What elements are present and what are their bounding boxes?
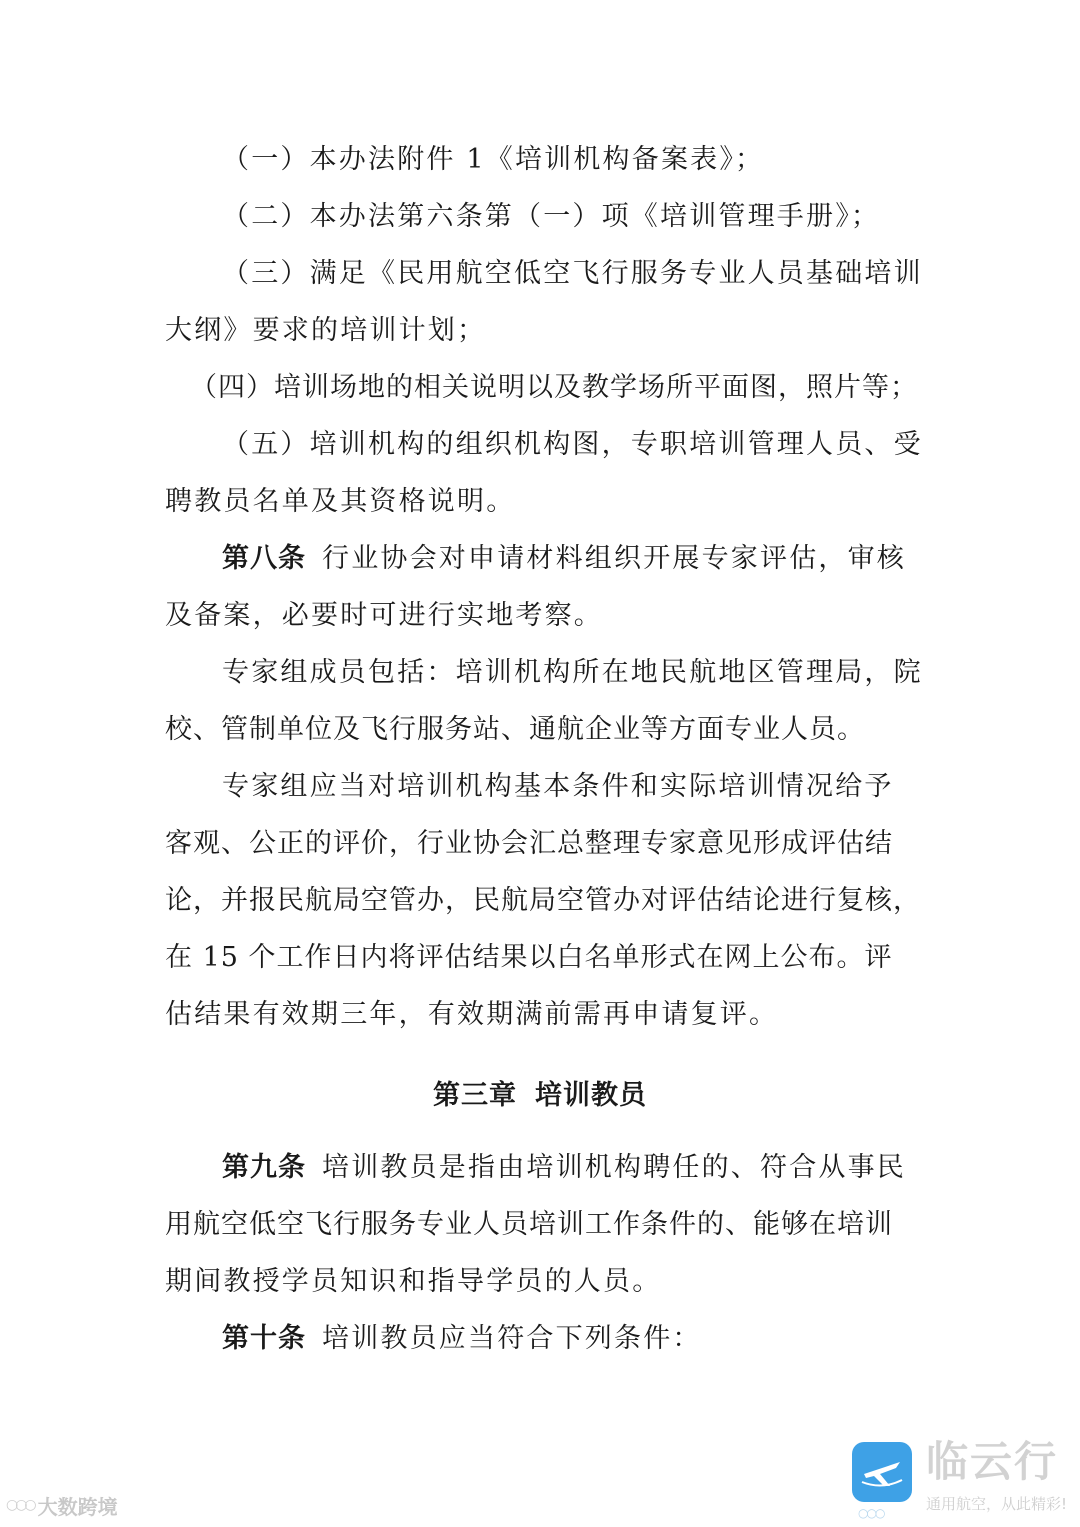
paragraph-eval-1: 专家组应当对培训机构基本条件和实际培训情况给予 (222, 771, 894, 802)
article-8-cont: 及备案，必要时可进行实地考察。 (165, 600, 603, 631)
paragraph-experts-2: 校、管制单位及飞行服务站、通航企业等方面专业人员。 (165, 714, 865, 745)
cloud-dots-icon: ○○○ (858, 1506, 884, 1520)
list-item-5: （五）培训机构的组织机构图，专职培训管理人员、受 (222, 429, 923, 460)
paragraph-eval-5: 估结果有效期三年，有效期满前需再申请复评。 (165, 999, 779, 1030)
watermark-slogan: 通用航空，从此精彩! (926, 1495, 1068, 1513)
article-9-text: 培训教员是指由培训机构聘任的、符合从事民 (322, 1152, 906, 1183)
rings-icon: ○○○ (6, 1497, 34, 1513)
article-10-label: 第十条 (222, 1323, 306, 1354)
list-item-5-cont: 聘教员名单及其资格说明。 (165, 486, 516, 517)
airplane-logo-icon (852, 1442, 912, 1502)
paragraph-eval-2: 客观、公正的评价，行业协会汇总整理专家意见形成评估结 (165, 828, 893, 859)
list-item-1: （一）本办法附件 1《培训机构备案表》； (222, 144, 765, 175)
article-8-first-line (222, 541, 906, 577)
article-10-text: 培训教员应当符合下列条件： (322, 1323, 702, 1354)
article-8-text: 行业协会对申请材料组织开展专家评估，审核 (322, 543, 906, 574)
watermark-left (6, 1490, 118, 1520)
paragraph-eval-4: 在 15 个工作日内将评估结果以白名单形式在网上公布。评 (165, 942, 893, 973)
list-item-3-cont: 大纲》要求的培训计划； (165, 315, 487, 346)
list-item-3: （三）满足《民用航空低空飞行服务专业人员基础培训 (222, 258, 923, 289)
watermark-right (852, 1436, 1074, 1524)
watermark-left-text: 大数跨境 (37, 1494, 118, 1519)
chapter-heading (0, 1078, 1080, 1114)
chapter-number: 第三章 (433, 1080, 517, 1111)
list-item-2: （二）本办法第六条第（一）项《培训管理手册》； (222, 201, 881, 232)
article-9-first-line (222, 1150, 906, 1186)
article-9-cont-1: 用航空低空飞行服务专业人员培训工作条件的、能够在培训 (165, 1209, 893, 1240)
article-10-first-line (222, 1321, 702, 1357)
paragraph-experts-1: 专家组成员包括：培训机构所在地民航地区管理局，院 (222, 657, 923, 688)
list-item-4: （四）培训场地的相关说明以及教学场所平面图，照片等； (190, 372, 918, 403)
article-8-label: 第八条 (222, 543, 306, 574)
paragraph-eval-3: 论，并报民航局空管办，民航局空管办对评估结论进行复核， (165, 885, 921, 916)
watermark-brand: 临云行 (926, 1437, 1059, 1486)
chapter-title: 培训教员 (535, 1080, 647, 1111)
article-9-label: 第九条 (222, 1152, 306, 1183)
article-9-cont-2: 期间教授学员知识和指导学员的人员。 (165, 1266, 662, 1297)
